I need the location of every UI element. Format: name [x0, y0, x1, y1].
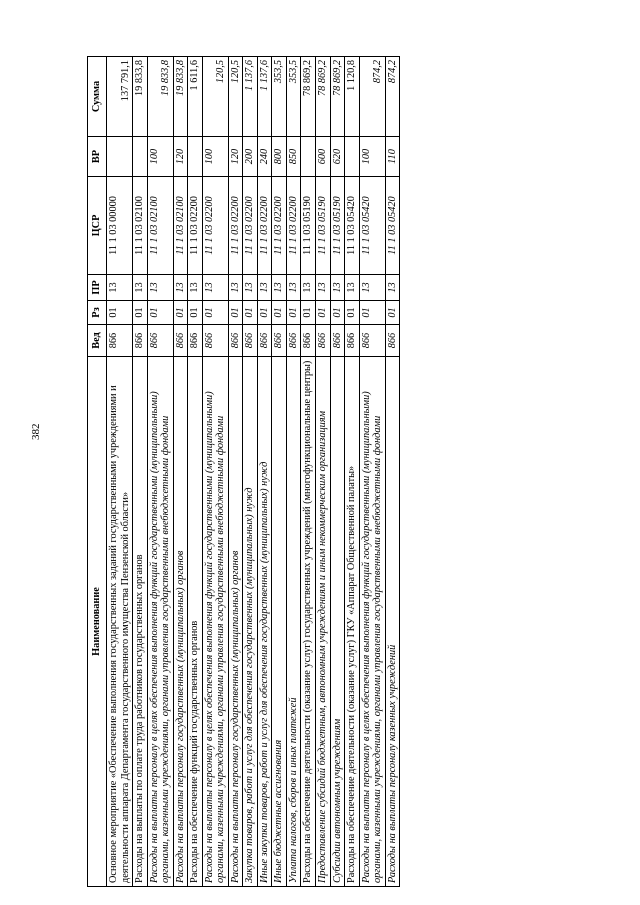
- table-row: [188, 57, 203, 887]
- cell-ved: 866: [243, 325, 258, 357]
- cell-sum: 19 833,8: [147, 57, 173, 137]
- cell-vr: 800: [272, 137, 287, 177]
- table-row: [272, 57, 287, 887]
- cell-rz: 01: [147, 301, 173, 325]
- cell-rz: 01: [301, 301, 316, 325]
- cell-sum: 120,5: [202, 57, 228, 137]
- table-row: [147, 57, 173, 887]
- cell-sum: 1 120,8: [345, 57, 360, 137]
- cell-name: Расходы на выплаты персоналу в целях обеспечения выполнения функций государственными (муниципальными) органами, казенными учреждениями, органами управления государственными внебюджетными фондами: [147, 357, 173, 887]
- cell-ved: 866: [133, 325, 148, 357]
- table-row: [301, 57, 316, 887]
- cell-ved: 866: [228, 325, 243, 357]
- cell-sum: 874,2: [359, 57, 385, 137]
- cell-csr: 11 1 03 05190: [301, 177, 316, 275]
- cell-csr: 11 1 03 05420: [359, 177, 385, 275]
- cell-vr: 240: [257, 137, 272, 177]
- cell-pr: 13: [286, 275, 301, 301]
- table-row: [345, 57, 360, 887]
- cell-rz: 01: [330, 301, 345, 325]
- cell-pr: 13: [147, 275, 173, 301]
- cell-rz: 01: [272, 301, 287, 325]
- cell-vr: [301, 137, 316, 177]
- header-csr: ЦСР: [88, 177, 107, 275]
- cell-name: Расходы на выплаты персоналу в целях обеспечения выполнения функций государственными (муниципальными) органами, казенными учреждениями, органами управления государственными внебюджетными фондами: [202, 357, 228, 887]
- cell-sum: 874,2: [385, 57, 400, 137]
- cell-rz: 01: [202, 301, 228, 325]
- table-row: [330, 57, 345, 887]
- cell-name: Иные закупки товаров, работ и услуг для обеспечения государственных (муниципальных) нужд: [257, 357, 272, 887]
- cell-ved: 866: [301, 325, 316, 357]
- cell-csr: 11 1 03 02100: [133, 177, 148, 275]
- cell-pr: 13: [359, 275, 385, 301]
- cell-csr: 11 1 03 02200: [202, 177, 228, 275]
- cell-ved: 866: [330, 325, 345, 357]
- cell-sum: 78 869,2: [315, 57, 330, 137]
- cell-ved: 866: [286, 325, 301, 357]
- cell-name: Уплата налогов, сборов и иных платежей: [286, 357, 301, 887]
- cell-pr: 13: [330, 275, 345, 301]
- cell-sum: 353,5: [286, 57, 301, 137]
- cell-sum: 120,5: [228, 57, 243, 137]
- cell-name: Расходы на выплаты персоналу государственных (муниципальных) органов: [228, 357, 243, 887]
- cell-ved: 866: [385, 325, 400, 357]
- header-sum: Сумма: [88, 57, 107, 137]
- table-row: [315, 57, 330, 887]
- page-number: 382: [30, 423, 42, 440]
- cell-vr: 620: [330, 137, 345, 177]
- cell-sum: 353,5: [272, 57, 287, 137]
- cell-rz: 01: [359, 301, 385, 325]
- cell-pr: 13: [107, 275, 133, 301]
- cell-csr: 11 1 03 02200: [286, 177, 301, 275]
- cell-csr: 11 1 03 02100: [173, 177, 188, 275]
- cell-ved: 866: [359, 325, 385, 357]
- cell-name: Иные бюджетные ассигнования: [272, 357, 287, 887]
- cell-name: Расходы на выплаты персоналу в целях обеспечения выполнения функций государственными (муниципальными) органами, казенными учреждениями, органами управления государственными внебюджетными фондами: [359, 357, 385, 887]
- cell-vr: [345, 137, 360, 177]
- cell-csr: 11 1 03 02200: [272, 177, 287, 275]
- cell-ved: 866: [272, 325, 287, 357]
- table-row: [228, 57, 243, 887]
- header-pr: ПР: [88, 275, 107, 301]
- header-name: Наименование: [88, 357, 107, 887]
- cell-vr: 100: [147, 137, 173, 177]
- table-row: [286, 57, 301, 887]
- cell-rz: 01: [173, 301, 188, 325]
- table-row: [202, 57, 228, 887]
- cell-rz: 01: [107, 301, 133, 325]
- cell-sum: 19 833,8: [173, 57, 188, 137]
- cell-name: Расходы на обеспечение деятельности (оказание услуг) ГКУ «Аппарат Общественной палаты»: [345, 357, 360, 887]
- cell-ved: 866: [202, 325, 228, 357]
- cell-rz: 01: [385, 301, 400, 325]
- cell-rz: 01: [345, 301, 360, 325]
- cell-csr: 11 1 03 05190: [330, 177, 345, 275]
- cell-sum: 1 137,6: [257, 57, 272, 137]
- cell-rz: 01: [315, 301, 330, 325]
- cell-csr: 11 1 03 02200: [228, 177, 243, 275]
- cell-pr: 13: [228, 275, 243, 301]
- cell-rz: 01: [188, 301, 203, 325]
- cell-ved: 866: [107, 325, 133, 357]
- cell-vr: 600: [315, 137, 330, 177]
- cell-csr: 11 1 03 00000: [107, 177, 133, 275]
- cell-vr: [133, 137, 148, 177]
- cell-vr: [107, 137, 133, 177]
- cell-rz: 01: [133, 301, 148, 325]
- table-row: [107, 57, 133, 887]
- cell-sum: 1 137,6: [243, 57, 258, 137]
- cell-vr: [188, 137, 203, 177]
- cell-csr: 11 1 03 05420: [385, 177, 400, 275]
- cell-name: Субсидии автономным учреждениям: [330, 357, 345, 887]
- cell-vr: 110: [385, 137, 400, 177]
- cell-name: Расходы на обеспечение функций государственных органов: [188, 357, 203, 887]
- cell-pr: 13: [188, 275, 203, 301]
- cell-name: Расходы на обеспечение деятельности (оказание услуг) государственных учреждений (многофункциональные центры): [301, 357, 316, 887]
- cell-csr: 11 1 03 02100: [147, 177, 173, 275]
- cell-vr: 120: [173, 137, 188, 177]
- cell-sum: 137 791,1: [107, 57, 133, 137]
- cell-pr: 13: [202, 275, 228, 301]
- cell-pr: 13: [257, 275, 272, 301]
- cell-name: Закупка товаров, работ и услуг для обеспечения государственных (муниципальных) нужд: [243, 357, 258, 887]
- cell-name: Расходы на выплаты по оплате труда работников государственных органов: [133, 357, 148, 887]
- cell-pr: 13: [133, 275, 148, 301]
- cell-name: Предоставление субсидий бюджетным, автономным учреждениям и иным некоммерческим организациям: [315, 357, 330, 887]
- cell-ved: 866: [173, 325, 188, 357]
- table-row: [243, 57, 258, 887]
- cell-pr: 13: [301, 275, 316, 301]
- cell-rz: 01: [243, 301, 258, 325]
- cell-ved: 866: [188, 325, 203, 357]
- cell-ved: 866: [147, 325, 173, 357]
- cell-ved: 866: [257, 325, 272, 357]
- table-row: [385, 57, 400, 887]
- cell-pr: 13: [243, 275, 258, 301]
- cell-sum: 19 833,8: [133, 57, 148, 137]
- cell-sum: 78 869,2: [330, 57, 345, 137]
- header-rz: Рз: [88, 301, 107, 325]
- cell-pr: 13: [173, 275, 188, 301]
- cell-pr: 13: [315, 275, 330, 301]
- cell-name: Расходы на выплаты персоналу государственных (муниципальных) органов: [173, 357, 188, 887]
- table-row: [173, 57, 188, 887]
- cell-rz: 01: [257, 301, 272, 325]
- cell-pr: 13: [385, 275, 400, 301]
- cell-vr: 850: [286, 137, 301, 177]
- cell-csr: 11 1 03 05420: [345, 177, 360, 275]
- header-ved: Вед: [88, 325, 107, 357]
- table-row: [257, 57, 272, 887]
- table-header-row: [88, 57, 107, 887]
- cell-vr: 100: [359, 137, 385, 177]
- cell-vr: 100: [202, 137, 228, 177]
- cell-csr: 11 1 03 02200: [188, 177, 203, 275]
- cell-rz: 01: [286, 301, 301, 325]
- cell-ved: 866: [345, 325, 360, 357]
- cell-sum: 1 611,6: [188, 57, 203, 137]
- cell-vr: 120: [228, 137, 243, 177]
- cell-csr: 11 1 03 02200: [243, 177, 258, 275]
- table-row: [359, 57, 385, 887]
- cell-vr: 200: [243, 137, 258, 177]
- cell-pr: 13: [345, 275, 360, 301]
- cell-csr: 11 1 03 02200: [257, 177, 272, 275]
- cell-sum: 78 869,2: [301, 57, 316, 137]
- rotated-page-content: [87, 57, 549, 887]
- cell-name: Расходы на выплаты персоналу казенных учреждений: [385, 357, 400, 887]
- table-body: [107, 57, 400, 887]
- cell-name: Основное мероприятие «Обеспечение выполнения государственных заданий государственными учреждениями и деятельности аппарата Департамента государственного имущества Пензенской области»: [107, 357, 133, 887]
- table-row: [133, 57, 148, 887]
- header-vr: ВР: [88, 137, 107, 177]
- cell-ved: 866: [315, 325, 330, 357]
- cell-pr: 13: [272, 275, 287, 301]
- cell-csr: 11 1 03 05190: [315, 177, 330, 275]
- budget-table: [87, 56, 400, 887]
- cell-rz: 01: [228, 301, 243, 325]
